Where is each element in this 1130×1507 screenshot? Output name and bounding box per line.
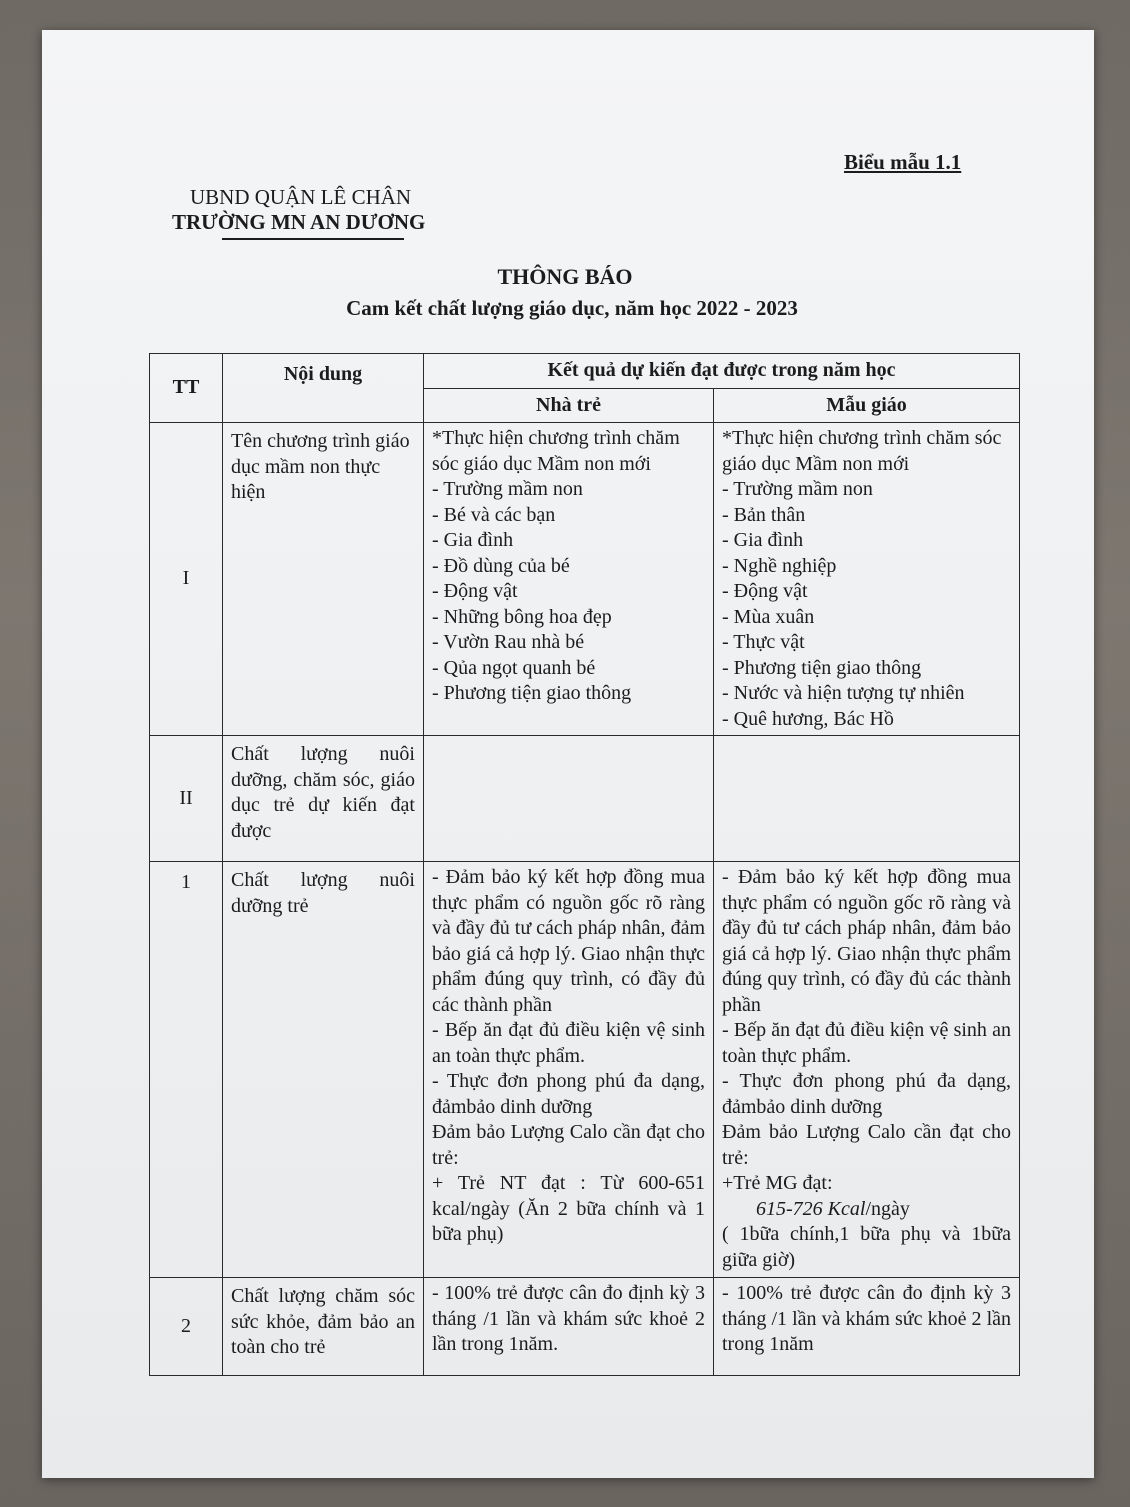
row-number: II <box>150 736 223 862</box>
header-row <box>150 354 1020 389</box>
nursery-cell: - 100% trẻ được cân đo định kỳ 3 tháng /1 lần và khám sức khoẻ 2 lần trong 1năm. <box>424 1278 714 1376</box>
row-content: Tên chương trình giáo dục mầm non thực hiện <box>223 423 424 736</box>
table-row <box>150 423 1020 736</box>
list-item: - Gia đình <box>722 529 804 551</box>
list-item: - Đồ dùng của bé <box>432 554 570 577</box>
paragraph: Đảm bảo Lượng Calo cần đạt cho trẻ: <box>722 1121 1011 1169</box>
list-item: - Gia đình <box>432 529 514 551</box>
school-name: TRƯỜNG MN AN DƯƠNG <box>172 210 426 234</box>
header-kindergarten: Mẫu giáo <box>714 388 1020 423</box>
list-item: - Nước và hiện tượng tự nhiên <box>722 682 965 704</box>
nursery-cell <box>424 862 714 1278</box>
paragraph: - Thực đơn phong phú đa dạng, đảmbảo dinh dưỡng <box>432 1070 705 1118</box>
header-content: Nội dung <box>223 354 424 423</box>
nursery-cell <box>424 736 714 862</box>
nursery-cell <box>424 423 714 736</box>
paragraph: - Đảm bảo ký kết hợp đồng mua thực phẩm có nguồn gốc rõ ràng và đầy đủ tư cách pháp nhân, đảm bảo giá cả hợp lý. Giao nhận thực phẩm đúng quy trình, có đầy đủ các thành phần <box>722 866 1011 1016</box>
list-item: - Phương tiện giao thông <box>722 656 922 679</box>
list-item: - Trường mầm non <box>432 478 583 500</box>
calorie-unit: /ngày <box>865 1197 910 1220</box>
calorie-line <box>722 1197 1011 1223</box>
row-number: I <box>150 423 223 736</box>
commitment-table <box>149 353 1020 1376</box>
paragraph: Đảm bảo Lượng Calo cần đạt cho trẻ: <box>432 1121 705 1169</box>
list-item: - Động vật <box>722 580 808 602</box>
table-row <box>150 736 1020 862</box>
row-number: 2 <box>150 1278 223 1376</box>
paragraph: - Bếp ăn đạt đủ điều kiện vệ sinh an toàn thực phẩm. <box>432 1019 705 1067</box>
kindergarten-cell <box>714 423 1020 736</box>
list-item: *Thực hiện chương trình chăm sóc giáo dục Mầm non mới <box>432 427 680 475</box>
kindergarten-cell <box>714 862 1020 1278</box>
list-item: - Mùa xuân <box>722 605 815 628</box>
row-content: Chất lượng nuôi dưỡng trẻ <box>223 862 424 1278</box>
kindergarten-cell: - 100% trẻ được cân đo định kỳ 3 tháng /1 lần và khám sức khoẻ 2 lần trong 1năm <box>714 1278 1020 1376</box>
row-content: Chất lượng chăm sóc sức khỏe, đảm bảo an toàn cho trẻ <box>223 1278 424 1376</box>
kindergarten-cell <box>714 736 1020 862</box>
list-item: - Động vật <box>432 580 518 602</box>
list-item: - Bé và các bạn <box>432 503 556 526</box>
list-item: - Nghề nghiệp <box>722 554 837 577</box>
list-item: - Phương tiện giao thông <box>432 682 632 704</box>
paragraph: - Bếp ăn đạt đủ điều kiện vệ sinh an toàn thực phẩm. <box>722 1019 1011 1067</box>
list-item: - Quê hương, Bác Hồ <box>722 707 894 730</box>
list-item: - Trường mầm non <box>722 478 873 500</box>
list-item: - Thực vật <box>722 631 805 653</box>
list-item: - Những bông hoa đẹp <box>432 605 612 628</box>
list-item: *Thực hiện chương trình chăm sóc giáo dục Mầm non mới <box>722 427 1002 475</box>
list-item: - Qủa ngọt quanh bé <box>432 656 596 679</box>
document-title: THÔNG BÁO <box>497 264 633 289</box>
table-row <box>150 862 1020 1278</box>
document-subtitle: Cam kết chất lượng giáo dục, năm học 2022 - 2023 <box>346 296 798 320</box>
paragraph: ( 1bữa chính,1 bữa phụ và 1bữa giữa giờ) <box>722 1223 1011 1271</box>
row-number: 1 <box>150 862 223 1278</box>
table-row <box>150 1278 1020 1376</box>
calorie-range: 615-726 Kcal <box>756 1197 866 1220</box>
school-underline <box>222 238 404 240</box>
organization-name: UBND QUẬN LÊ CHÂN <box>190 185 412 209</box>
paragraph: - Đảm bảo ký kết hợp đồng mua thực phẩm có nguồn gốc rõ ràng và đầy đủ tư cách pháp nhân, đảm bảo giá cả hợp lý. Giao nhận thực phẩm đúng quy trình, có đầy đủ các thành phần <box>432 866 705 1016</box>
header-nursery: Nhà trẻ <box>424 388 714 423</box>
list-item: - Vườn Rau nhà bé <box>432 631 585 653</box>
paragraph: + Trẻ NT đạt : Từ 600-651 kcal/ngày (Ăn 2 bữa chính và 1 bữa phụ) <box>432 1172 705 1245</box>
form-number: Biểu mẫu 1.1 <box>844 150 962 174</box>
paragraph: +Trẻ MG đạt: <box>722 1172 833 1194</box>
paragraph: - Thực đơn phong phú đa dạng, đảmbảo dinh dưỡng <box>722 1070 1011 1118</box>
header-result: Kết quả dự kiến đạt được trong năm học <box>424 354 1020 389</box>
list-item: - Bản thân <box>722 503 806 526</box>
row-content: Chất lượng nuôi dưỡng, chăm sóc, giáo dục trẻ dự kiến đạt được <box>223 736 424 862</box>
header-tt: TT <box>150 354 223 423</box>
